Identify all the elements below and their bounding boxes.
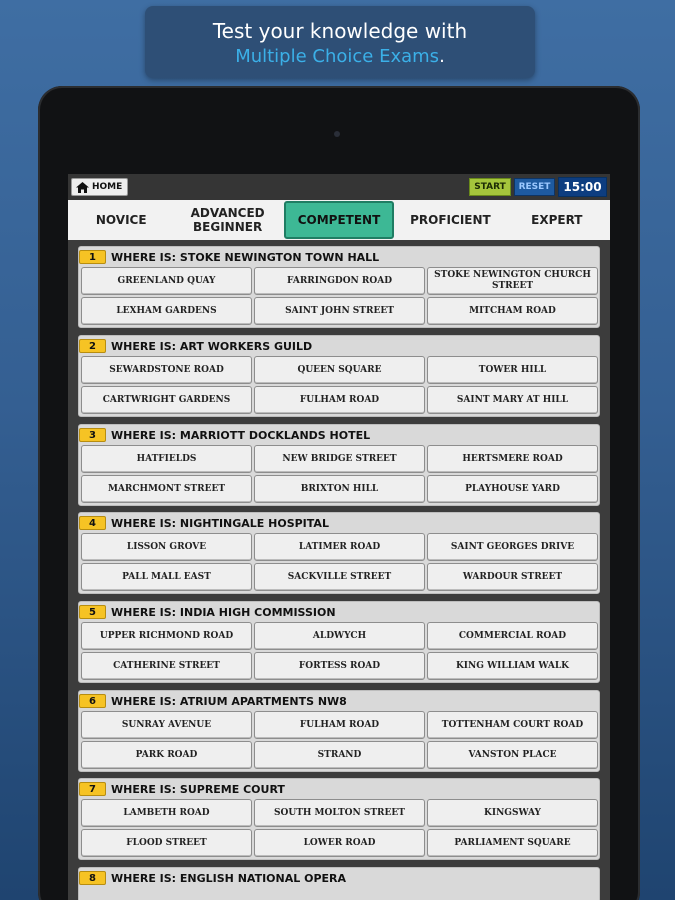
answer-option[interactable]: MITCHAM ROAD: [427, 297, 598, 325]
answer-option[interactable]: PLAYHOUSE YARD: [427, 475, 598, 503]
answer-option[interactable]: CATHERINE STREET: [81, 652, 252, 680]
answer-option[interactable]: SAINT GEORGES DRIVE: [427, 533, 598, 561]
answer-option[interactable]: FORTESS ROAD: [254, 652, 425, 680]
tab-competent[interactable]: COMPETENT: [284, 201, 394, 239]
answer-option[interactable]: FARRINGDON ROAD: [254, 267, 425, 295]
tab-expert[interactable]: EXPERT: [531, 213, 583, 227]
tab-novice[interactable]: NOVICE: [95, 213, 147, 227]
question-text: WHERE IS: NIGHTINGALE HOSPITAL: [111, 516, 329, 530]
answer-option[interactable]: WARDOUR STREET: [427, 563, 598, 591]
question-number-badge: 1: [79, 250, 106, 264]
answer-option[interactable]: CARTWRIGHT GARDENS: [81, 386, 252, 414]
answer-option[interactable]: LISSON GROVE: [81, 533, 252, 561]
tab-proficient[interactable]: PROFICIENT: [410, 213, 491, 227]
answer-option[interactable]: MARCHMONT STREET: [81, 475, 252, 503]
home-icon: [76, 182, 89, 193]
answer-grid: [81, 267, 599, 327]
tablet-camera: [334, 131, 340, 137]
level-tabs: [68, 200, 610, 240]
answer-option[interactable]: SACKVILLE STREET: [254, 563, 425, 591]
question-card: [78, 512, 600, 594]
answer-option[interactable]: LATIMER ROAD: [254, 533, 425, 561]
question-number-badge: 6: [79, 694, 106, 708]
question-text: WHERE IS: INDIA HIGH COMMISSION: [111, 605, 336, 619]
question-number-badge: 3: [79, 428, 106, 442]
answer-option[interactable]: TOWER HILL: [427, 356, 598, 384]
exam-timer: 15:00: [558, 177, 607, 197]
question-text: WHERE IS: SUPREME COURT: [111, 782, 285, 796]
answer-option[interactable]: ALDWYCH: [254, 622, 425, 650]
question-number-badge: 8: [79, 871, 106, 885]
banner-line-1: Test your knowledge with: [212, 19, 468, 43]
top-toolbar: [68, 174, 610, 200]
start-button[interactable]: START: [469, 178, 511, 196]
answer-option[interactable]: SAINT JOHN STREET: [254, 297, 425, 325]
promo-banner: [145, 6, 535, 78]
answer-option[interactable]: PARLIAMENT SQUARE: [427, 829, 598, 857]
answer-option[interactable]: SOUTH MOLTON STREET: [254, 799, 425, 827]
answer-option[interactable]: LOWER ROAD: [254, 829, 425, 857]
question-card: [78, 246, 600, 328]
answer-option[interactable]: STOKE NEWINGTON CHURCH STREET: [427, 267, 598, 295]
answer-option[interactable]: BRIXTON HILL: [254, 475, 425, 503]
answer-option[interactable]: LEXHAM GARDENS: [81, 297, 252, 325]
answer-option[interactable]: KING WILLIAM WALK: [427, 652, 598, 680]
answer-option[interactable]: SAINT MARY AT HILL: [427, 386, 598, 414]
answer-grid: [81, 622, 599, 682]
answer-option[interactable]: PALL MALL EAST: [81, 563, 252, 591]
answer-option[interactable]: SUNRAY AVENUE: [81, 711, 252, 739]
question-number-badge: 2: [79, 339, 106, 353]
answer-option[interactable]: KINGSWAY: [427, 799, 598, 827]
tab-advanced-beginner[interactable]: ADVANCED BEGINNER: [190, 206, 265, 234]
answer-option[interactable]: NEW BRIDGE STREET: [254, 445, 425, 473]
answer-option[interactable]: LAMBETH ROAD: [81, 799, 252, 827]
question-header: [79, 602, 601, 622]
question-text: WHERE IS: ENGLISH NATIONAL OPERA: [111, 871, 347, 885]
answer-option[interactable]: HATFIELDS: [81, 445, 252, 473]
answer-option[interactable]: UPPER RICHMOND ROAD: [81, 622, 252, 650]
question-header: [79, 868, 601, 888]
question-card: [78, 690, 600, 772]
answer-option[interactable]: TOTTENHAM COURT ROAD: [427, 711, 598, 739]
question-header: [79, 425, 601, 445]
app-screen: [68, 174, 610, 900]
answer-option[interactable]: FULHAM ROAD: [254, 386, 425, 414]
banner-line-2: [145, 44, 535, 69]
question-header: [79, 336, 601, 356]
home-button[interactable]: [71, 178, 128, 196]
answer-grid: [81, 356, 599, 416]
answer-grid: [81, 533, 599, 593]
answer-option[interactable]: QUEEN SQUARE: [254, 356, 425, 384]
banner-period: .: [439, 46, 445, 67]
answer-option[interactable]: FULHAM ROAD: [254, 711, 425, 739]
question-number-badge: 5: [79, 605, 106, 619]
question-card: [78, 335, 600, 417]
answer-grid: [81, 799, 599, 859]
question-text: WHERE IS: STOKE NEWINGTON TOWN HALL: [111, 250, 380, 264]
home-label: HOME: [92, 182, 123, 192]
answer-option[interactable]: SEWARDSTONE ROAD: [81, 356, 252, 384]
answer-option[interactable]: VANSTON PLACE: [427, 741, 598, 769]
question-card: [78, 778, 600, 860]
question-header: [79, 779, 601, 799]
answer-option[interactable]: PARK ROAD: [81, 741, 252, 769]
answer-option[interactable]: STRAND: [254, 741, 425, 769]
question-card: [78, 601, 600, 683]
answer-option[interactable]: GREENLAND QUAY: [81, 267, 252, 295]
banner-highlight: Multiple Choice Exams: [235, 46, 440, 67]
answer-option[interactable]: COMMERCIAL ROAD: [427, 622, 598, 650]
question-number-badge: 4: [79, 516, 106, 530]
question-text: WHERE IS: ART WORKERS GUILD: [111, 339, 313, 353]
question-header: [79, 247, 601, 267]
answer-grid: [81, 711, 599, 771]
question-number-badge: 7: [79, 782, 106, 796]
answer-grid: [81, 445, 599, 505]
question-text: WHERE IS: MARRIOTT DOCKLANDS HOTEL: [111, 428, 371, 442]
question-text: WHERE IS: ATRIUM APARTMENTS NW8: [111, 694, 347, 708]
question-card: [78, 424, 600, 506]
question-header: [79, 513, 601, 533]
reset-button[interactable]: RESET: [514, 178, 555, 196]
question-header: [79, 691, 601, 711]
answer-option[interactable]: HERTSMERE ROAD: [427, 445, 598, 473]
question-card: [78, 867, 600, 900]
answer-option[interactable]: FLOOD STREET: [81, 829, 252, 857]
